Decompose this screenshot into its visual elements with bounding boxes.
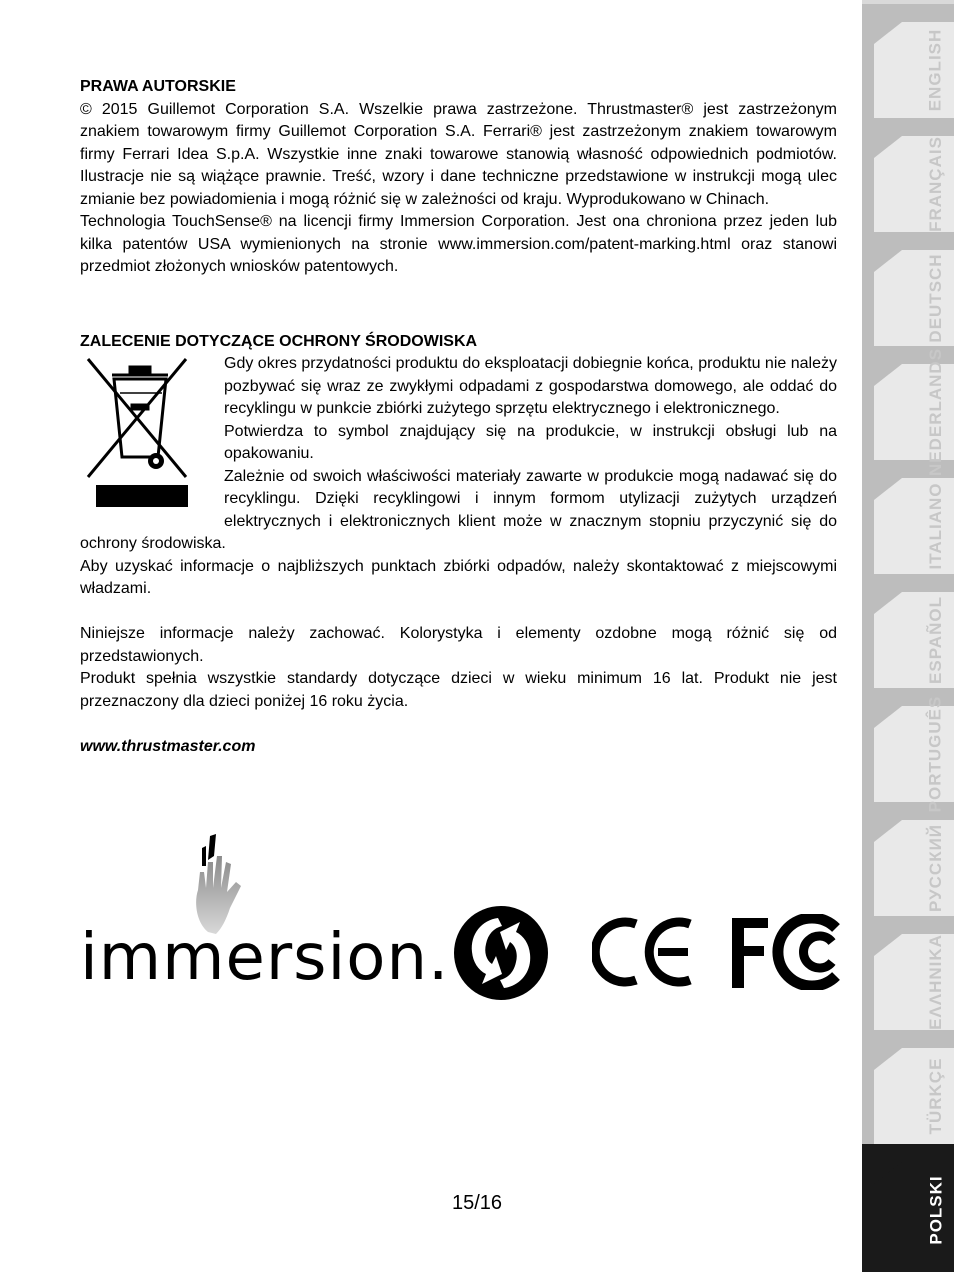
language-tab-4[interactable] bbox=[862, 478, 954, 574]
environment-section bbox=[80, 353, 837, 601]
language-tab-1[interactable] bbox=[862, 136, 954, 232]
fcc-mark-icon bbox=[728, 914, 840, 990]
language-tab-label: PORTUGUÊS bbox=[926, 695, 945, 813]
environment-paragraph-2: Potwierdza to symbol znajdujący się na produkcie, w instrukcji obsługi lub na opakowaniu. bbox=[224, 422, 837, 462]
language-tab-label: ΕΛΛΗΝΙΚΑ bbox=[926, 934, 945, 1030]
language-tab-0[interactable] bbox=[862, 22, 954, 118]
language-tab-label: РУССКИЙ bbox=[926, 823, 945, 913]
environment-paragraph-1: Gdy okres przydatności produktu do eksploatacji dobiegnie końca, produktu nie należy pozbywać się wraz ze zwykłymi odpadami z gospodarstwa domowego, ale oddać do recyklingu w punkcie zbiórki zużytego sprzętu elektrycznego i elektronicznego. bbox=[224, 355, 837, 417]
environment-paragraph-4: Aby uzyskać informacje o najbliższych punktach zbiórki odpadów, należy skontaktować z miejscowymi władzami. bbox=[80, 557, 837, 597]
language-tab-2[interactable] bbox=[862, 250, 954, 346]
ce-mark-icon bbox=[592, 916, 696, 988]
language-tab-label: NEDERLANDS bbox=[926, 347, 945, 477]
environment-paragraph-3: Zależnie od swoich właściwości materiały zawarte w produkcie mogą nadawać się do recyklingu. Dzięki recyklingowi i innym formom utylizacji zużytych urządzeń elektrycznych i elektronicznych klient może w znacznym stopniu przyczynić się do ochrony środowiska. bbox=[80, 467, 837, 552]
language-tab-label: FRANÇAIS bbox=[926, 136, 945, 232]
language-sidebar bbox=[862, 0, 954, 1272]
language-tab-6[interactable] bbox=[862, 695, 954, 813]
green-dot-icon bbox=[452, 904, 550, 1002]
language-tab-label: ESPAÑOL bbox=[926, 596, 945, 684]
immersion-logo: immersion. bbox=[80, 921, 450, 995]
environment-heading: ZALECENIE DOTYCZĄCE OCHRONY ŚRODOWISKA bbox=[80, 332, 478, 350]
language-tab-5[interactable] bbox=[862, 592, 954, 688]
copyright-heading: PRAWA AUTORSKIE bbox=[80, 78, 236, 95]
copyright-paragraph: © 2015 Guillemot Corporation S.A. Wszelkie prawa zastrzeżone. Thrustmaster® jest zastrzeżonym znakiem towarowym firmy Guillemot Corporation S.A. Ferrari® jest zastrzeżonym znakiem towarowym firmy Ferrari Idea S.p.A. Wszystkie inne znaki towarowe stanowią własność odpowiednich podmiotów. Ilustracje nie są wiążące prawnie. Treść, wzory i dane techniczne przedstawione w instrukcji mogą ulec zmianie bez powiadomienia i mogą różnić się w zależności od kraju. Wyprodukowano w Chinach. bbox=[80, 100, 837, 208]
language-tab-9[interactable] bbox=[862, 1048, 954, 1144]
notes-paragraph-2: Produkt spełnia wszystkie standardy dotyczące dzieci w wieku minimum 16 lat. Produkt nie jest przeznaczony dla dzieci poniżej 16 roku życia. bbox=[80, 670, 837, 710]
language-tab-3[interactable] bbox=[862, 347, 954, 477]
language-tab-label: TÜRKÇE bbox=[926, 1057, 945, 1135]
language-tab-label: ENGLISH bbox=[926, 28, 945, 112]
language-tab-label: DEUTSCH bbox=[926, 253, 945, 343]
weee-bin-icon bbox=[82, 353, 194, 513]
website-link[interactable]: www.thrustmaster.com bbox=[80, 737, 256, 755]
language-tab-8[interactable] bbox=[862, 934, 954, 1030]
notes-paragraph-1: Niniejsze informacje należy zachować. Kolorystyka i elementy ozdobne mogą różnić się od przedstawionych. bbox=[80, 625, 837, 665]
page-number: 15/16 bbox=[451, 1192, 503, 1214]
language-tab-10[interactable] bbox=[862, 1162, 954, 1258]
language-tab-label: ITALIANO bbox=[926, 482, 945, 570]
weee-bar bbox=[96, 485, 188, 507]
page-content bbox=[80, 76, 837, 758]
language-tab-label: POLSKI bbox=[926, 1175, 945, 1245]
touchsense-paragraph: Technologia TouchSense® na licencji firmy Immersion Corporation. Jest ona chroniona przez jeden lub kilka patentów USA wymienionych na stronie www.immersion.com/patent-marking.html oraz stanowi przedmiot złożonych wniosków patentowych. bbox=[80, 213, 837, 275]
language-tab-7[interactable] bbox=[862, 820, 954, 916]
